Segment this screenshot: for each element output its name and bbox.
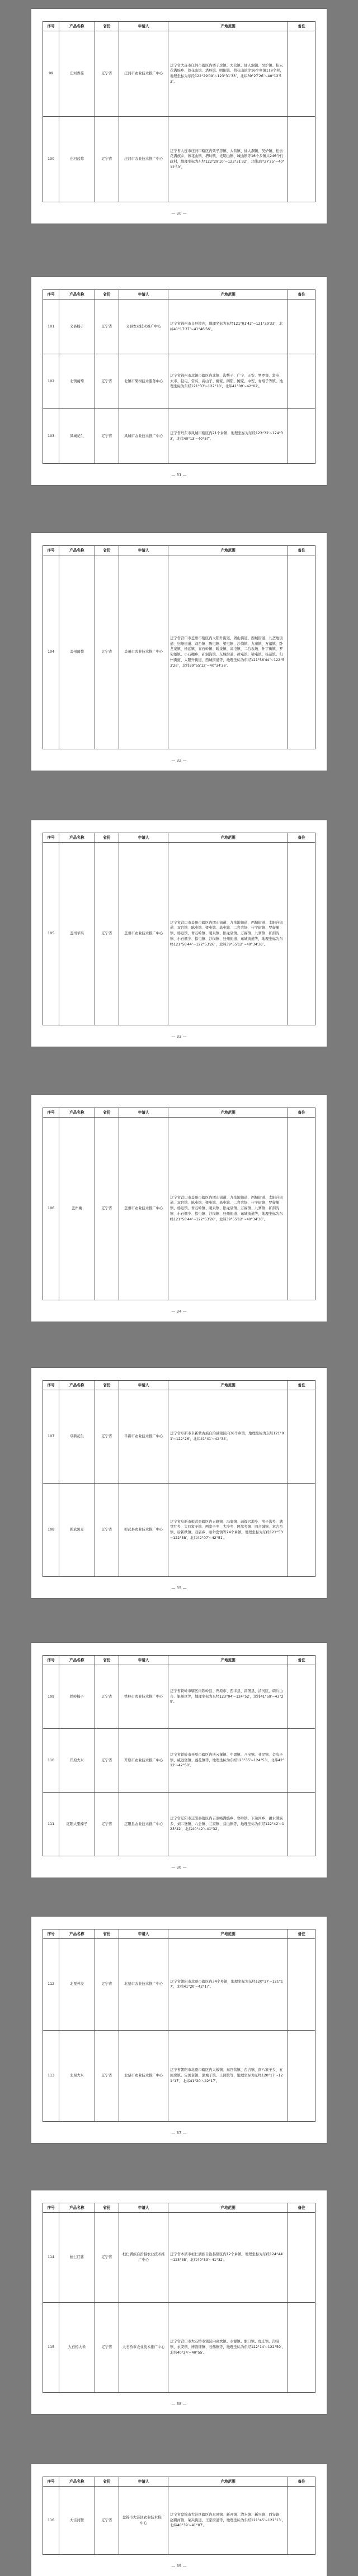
header-note: 备注 [288, 1656, 315, 1665]
header-applicant: 申请人 [119, 2477, 168, 2487]
table-header-row [43, 22, 315, 31]
cell-province: 辽宁省 [95, 2303, 119, 2393]
cell-product-name: 盖州苹果 [59, 843, 95, 1025]
cell-origin-scope: 辽宁省丹东市凤城市辖区内21个乡镇，地理坐标为东经123°32′~124°33′，北纬40°13′~40°57′。 [168, 409, 288, 464]
cell-origin-scope: 辽宁省本溪市桓仁满族自治县辖区内12个乡镇，地理坐标为东经124°44′~125°35′，北纬40°53′~41°32′。 [168, 2213, 288, 2303]
cell-province: 辽宁省 [95, 843, 119, 1025]
page-number: — 30 — [171, 211, 187, 216]
document-page [31, 1917, 327, 2143]
cell-note [288, 1793, 315, 1856]
cell-no: 103 [43, 409, 59, 464]
header-scope: 产地范围 [168, 2203, 288, 2213]
cell-applicant: 北镇市果树技术服务中心 [119, 354, 168, 409]
table-row [43, 1665, 315, 1729]
page-number: — 38 — [171, 2402, 187, 2406]
cell-applicant: 盖州市农业技术推广中心 [119, 555, 168, 749]
cell-product-name: 铁岭榛子 [59, 1665, 95, 1729]
header-name: 产品名称 [59, 2203, 95, 2213]
header-note: 备注 [288, 290, 315, 300]
cell-applicant: 庄河市农业技术推广中心 [119, 31, 168, 117]
cell-no: 107 [43, 1390, 59, 1484]
header-name: 产品名称 [59, 22, 95, 31]
cell-origin-scope: 辽宁省营口市大石桥市辖区内高坎镇、水源镇、旗口镇、虎庄镇、沟沿镇、永安镇、博洛铺镇、石佛镇等，地理坐标为东经122°14′~122°59′，北纬40°24′~40°55′。 [168, 2303, 288, 2393]
cell-province: 辽宁省 [95, 555, 119, 749]
document-page [31, 2190, 327, 2414]
header-scope: 产地范围 [168, 1381, 288, 1390]
header-note: 备注 [288, 546, 315, 555]
cell-product-name: 义县榛子 [59, 300, 95, 354]
cell-no: 113 [43, 2030, 59, 2122]
cell-no: 114 [43, 2213, 59, 2303]
cell-origin-scope: 辽宁省辽阳市辽阳县辖区内吉洞峪满族乡、寒岭镇、下达河乡、甜水满族乡、刘二堡镇、八会镇、兰家镇、首山镇等，地理坐标为东经122°42′~123°42′，北纬40°42′~41°32′。 [168, 1793, 288, 1856]
header-no: 序号 [43, 290, 59, 300]
header-scope: 产地范围 [168, 546, 288, 555]
cell-applicant: 义县农业技术推广中心 [119, 300, 168, 354]
cell-applicant: 彰武县农业技术推广中心 [119, 1484, 168, 1577]
cell-province: 辽宁省 [95, 1729, 119, 1793]
cell-origin-scope: 辽宁省铁岭市开原市辖区内庆云堡镇、中固镇、八宝镇、业民镇、金沟子镇、威远堡镇、莲花镇等，地理坐标为东经123°35′~124°53′，北纬42°12′~42°50′。 [168, 1729, 288, 1793]
cell-note [288, 1484, 315, 1577]
header-province: 省份 [95, 546, 119, 555]
document-page [31, 1643, 327, 1878]
header-name: 产品名称 [59, 546, 95, 555]
cell-origin-scope: 辽宁省盘锦市大洼区辖区内东风镇、新开镇、清水镇、新兴镇、西安镇、赵圈河镇、荣兴街道、王家街道等，地理坐标为东经121°45′~122°13′，北纬40°39′~41°07′。 [168, 2487, 288, 2555]
header-no: 序号 [43, 1108, 59, 1118]
header-scope: 产地范围 [168, 833, 288, 843]
cell-applicant: 凤城市农业技术推广中心 [119, 409, 168, 464]
table-row [43, 843, 315, 1025]
header-name: 产品名称 [59, 1929, 95, 1939]
header-province: 省份 [95, 290, 119, 300]
table-header-row [43, 1656, 315, 1665]
table-row [43, 409, 315, 464]
cell-applicant: 庄河市农业技术推广中心 [119, 117, 168, 202]
cell-applicant: 大石桥市农业技术推广中心 [119, 2303, 168, 2393]
document-page [31, 9, 327, 224]
cell-no: 108 [43, 1484, 59, 1577]
cell-province: 辽宁省 [95, 117, 119, 202]
cell-applicant: 北票市农业技术推广中心 [119, 1939, 168, 2031]
table-header-row [43, 1381, 315, 1390]
cell-product-name: 盖州桃 [59, 1118, 95, 1300]
header-scope: 产地范围 [168, 2477, 288, 2487]
header-no: 序号 [43, 1656, 59, 1665]
cell-origin-scope: 辽宁省大连市庄河市辖区内栗子房镇、大营镇、仙人洞镇、吴炉镇、桂云花满族乡、蓉花山镇、塔岭镇、光明山镇、城山镇等16个乡镇共246个行政村，地理坐标为东经122°29′10″~123°31′32″，北纬39°27′25″~40°12′50″。 [168, 117, 288, 202]
header-note: 备注 [288, 2203, 315, 2213]
cell-origin-scope: 辽宁省营口市盖州市辖区内团山街道、九垄地街道、西城街道、太阳升街道、双台镇、陈屯镇、梁屯镇、高屯镇、二台农场、什字街镇、罗甸堡镇、杨运镇、青石岭镇、暖泉镇、卧龙泉镇、万福镇、九寨镇、矿洞沟镇、小石棚乡、徐屯镇、沙岗镇、归州街道、东城街道等，地理坐标为东经121°56′44″~122°53′26″，北纬39°55′12″~40°34′36″。 [168, 1118, 288, 1300]
cell-note [288, 2487, 315, 2555]
table-row [43, 1390, 315, 1484]
cell-note [288, 2213, 315, 2303]
header-note: 备注 [288, 1108, 315, 1118]
table-row [43, 300, 315, 354]
header-province: 省份 [95, 2203, 119, 2213]
product-table [43, 545, 315, 749]
cell-origin-scope: 辽宁省铁岭市辖区内铁岭县、开原市、西丰县、昌图县、清河区、调兵山市、银州区等，地理坐标为东经123°04′~124°52′，北纬41°59′~43°29′。 [168, 1665, 288, 1729]
cell-province: 辽宁省 [95, 1390, 119, 1484]
header-province: 省份 [95, 1108, 119, 1118]
cell-applicant: 盘锦市大洼区农业技术推广中心 [119, 2487, 168, 2555]
cell-province: 辽宁省 [95, 1484, 119, 1577]
cell-province: 辽宁省 [95, 2213, 119, 2303]
header-applicant: 申请人 [119, 290, 168, 300]
table-row [43, 117, 315, 202]
cell-province: 辽宁省 [95, 31, 119, 117]
header-note: 备注 [288, 22, 315, 31]
table-row [43, 1939, 315, 2031]
cell-product-name: 大石桥大米 [59, 2303, 95, 2393]
product-table [43, 21, 315, 202]
header-province: 省份 [95, 833, 119, 843]
cell-applicant: 桓仁满族自治县农业技术推广中心 [119, 2213, 168, 2303]
product-table [43, 1380, 315, 1577]
cell-province: 辽宁省 [95, 300, 119, 354]
cell-origin-scope: 辽宁省营口市盖州市辖区内太阳升街道、团山街道、西城街道、九垄地街道、归州街道、双台镇、陈屯镇、梁屯镇、沙岗镇、九寨镇、万福镇、卧龙泉镇、杨运镇、青石岭镇、暖泉镇、高屯镇、二台农场、什字街镇、罗甸堡镇、小石棚乡、矿洞沟镇、东城街道、徐屯镇、梁屯镇、杨运镇、归州街道、太阳升街道、西城街道等，地理坐标为东经121°56′44″~122°53′26″，北纬39°55′12″~40°34′36″。 [168, 555, 288, 749]
header-name: 产品名称 [59, 2477, 95, 2487]
cell-note [288, 1390, 315, 1484]
table-header-row [43, 2203, 315, 2213]
header-scope: 产地范围 [168, 1929, 288, 1939]
cell-product-name: 辽阳大果榛子 [59, 1793, 95, 1856]
cell-origin-scope: 辽宁省阜新市彰武县辖区内五峰镇、冯家镇、前福兴地乡、苇子沟乡、满堂红乡、大四家子镇、两家子乡、大冷乡、阿尔乡镇、四合城镇、章古台镇、后新秋镇、双庙乡、哈尔套镇等24个乡镇，地理坐标为东经121°53′~122°58′，北纬42°07′~42°51′。 [168, 1484, 288, 1577]
cell-product-name: 大洼河蟹 [59, 2487, 95, 2555]
document-page [31, 1368, 327, 1598]
cell-note [288, 1665, 315, 1729]
header-applicant: 申请人 [119, 1381, 168, 1390]
document-page [31, 533, 327, 771]
cell-no: 106 [43, 1118, 59, 1300]
page-number: — 32 — [171, 758, 187, 763]
table-row [43, 2213, 315, 2303]
cell-product-name: 盖州葡萄 [59, 555, 95, 749]
cell-origin-scope: 辽宁省锦州市北镇市辖区内北镇、沟帮子、广宁、正安、罗罗堡、富屯、大市、赵屯、常兴、高山子、柳家、闾阳、鲍家、中安、青堆子等镇，地理坐标为东经121°33′~122°10′，北纬41°09′~42°02′。 [168, 354, 288, 409]
cell-no: 99 [43, 31, 59, 117]
cell-province: 辽宁省 [95, 2487, 119, 2555]
cell-no: 100 [43, 117, 59, 202]
document-page [31, 1095, 327, 1322]
header-scope: 产地范围 [168, 290, 288, 300]
header-no: 序号 [43, 1381, 59, 1390]
header-province: 省份 [95, 1656, 119, 1665]
header-no: 序号 [43, 2477, 59, 2487]
cell-province: 辽宁省 [95, 409, 119, 464]
header-note: 备注 [288, 1929, 315, 1939]
cell-province: 辽宁省 [95, 354, 119, 409]
table-row [43, 555, 315, 749]
header-applicant: 申请人 [119, 833, 168, 843]
table-row [43, 2030, 315, 2122]
table-row [43, 2487, 315, 2555]
header-province: 省份 [95, 22, 119, 31]
cell-note [288, 354, 315, 409]
header-province: 省份 [95, 1381, 119, 1390]
header-province: 省份 [95, 2477, 119, 2487]
table-row [43, 1484, 315, 1577]
cell-applicant: 铁岭市农业技术推广中心 [119, 1665, 168, 1729]
cell-product-name: 桓仁红薯 [59, 2213, 95, 2303]
cell-applicant: 盖州市农业技术推广中心 [119, 843, 168, 1025]
header-no: 序号 [43, 833, 59, 843]
table-header-row [43, 546, 315, 555]
page-number: — 35 — [171, 1586, 187, 1590]
cell-note [288, 409, 315, 464]
product-table [43, 1929, 315, 2122]
product-table [43, 833, 315, 1025]
cell-no: 116 [43, 2487, 59, 2555]
table-header-row [43, 290, 315, 300]
cell-province: 辽宁省 [95, 1665, 119, 1729]
cell-product-name: 庄河蓝莓 [59, 117, 95, 202]
cell-no: 102 [43, 354, 59, 409]
table-header-row [43, 833, 315, 843]
header-note: 备注 [288, 833, 315, 843]
cell-note [288, 2303, 315, 2393]
table-header-row [43, 1929, 315, 1939]
table-row [43, 31, 315, 117]
cell-note [288, 1939, 315, 2031]
cell-applicant: 北票市农业技术推广中心 [119, 2030, 168, 2122]
cell-no: 110 [43, 1729, 59, 1793]
header-no: 序号 [43, 546, 59, 555]
table-row [43, 354, 315, 409]
table-header-row [43, 1108, 315, 1118]
cell-product-name: 凤城花生 [59, 409, 95, 464]
cell-no: 101 [43, 300, 59, 354]
cell-applicant: 辽阳县农业技术推广中心 [119, 1793, 168, 1856]
cell-no: 115 [43, 2303, 59, 2393]
product-table [43, 1108, 315, 1300]
header-applicant: 申请人 [119, 546, 168, 555]
cell-no: 104 [43, 555, 59, 749]
page-number: — 34 — [171, 1309, 187, 1314]
cell-product-name: 北镇葡萄 [59, 354, 95, 409]
cell-product-name: 北票大米 [59, 2030, 95, 2122]
document-page [31, 2464, 327, 2576]
cell-note [288, 31, 315, 117]
page-number: — 31 — [171, 473, 187, 477]
cell-origin-scope: 辽宁省营口市盖州市辖区内团山街道、九垄地街道、西城街道、太阳升街道、双台镇、陈屯镇、梁屯镇、高屯镇、二台农场、什字街镇、罗甸堡镇、杨运镇、青石岭镇、暖泉镇、卧龙泉镇、万福镇、九寨镇、矿洞沟镇、小石棚乡、徐屯镇、沙岗镇、归州街道、东城街道等，地理坐标为东经121°56′44″~122°53′26″，北纬39°55′12″~40°34′36″。 [168, 843, 288, 1025]
cell-product-name: 阜新花生 [59, 1390, 95, 1484]
header-note: 备注 [288, 1381, 315, 1390]
page-number: — 36 — [171, 1865, 187, 1870]
cell-province: 辽宁省 [95, 1793, 119, 1856]
cell-province: 辽宁省 [95, 1118, 119, 1300]
cell-no: 105 [43, 843, 59, 1025]
page-number: — 33 — [171, 1034, 187, 1039]
header-applicant: 申请人 [119, 2203, 168, 2213]
cell-origin-scope: 辽宁省阜新市阜新蒙古族自治县辖区内36个乡镇，地理坐标为东经121°01′~122°26′，北纬41°41′~42°34′。 [168, 1390, 288, 1484]
cell-origin-scope: 辽宁省朝阳市北票市辖区内大板镇、东官营镇、台吉镇、南八家子乡、五间房镇、宝国老镇、黑城子镇、上园镇等，地理坐标为东经120°17′~121°17′，北纬41°20′~42°17′。 [168, 2030, 288, 2122]
cell-product-name: 北票荞麦 [59, 1939, 95, 2031]
table-row [43, 2303, 315, 2393]
cell-origin-scope: 辽宁省锦州市义县境内，地理坐标为东经121°01′42″~121°39′33″，北纬41°17′37″~41°46′56″。 [168, 300, 288, 354]
cell-origin-scope: 辽宁省大连市庄河市辖区内栗子房镇、大营镇、仙人洞镇、吴炉镇、桂云花满族乡、蓉花山镇、塔岭镇、明阳镇、荷花山镇等16个乡镇119个村，地理坐标为东经122°29′09″~123°31′33″，北纬39°27′26″~40°12′53″。 [168, 31, 288, 117]
header-scope: 产地范围 [168, 22, 288, 31]
header-name: 产品名称 [59, 290, 95, 300]
product-table [43, 289, 315, 464]
cell-note [288, 1729, 315, 1793]
product-table [43, 2203, 315, 2393]
cell-note [288, 843, 315, 1025]
header-name: 产品名称 [59, 1381, 95, 1390]
header-no: 序号 [43, 2203, 59, 2213]
header-applicant: 申请人 [119, 1656, 168, 1665]
cell-note [288, 1118, 315, 1300]
product-table [43, 2477, 315, 2555]
cell-product-name: 开原大米 [59, 1729, 95, 1793]
document-page [31, 277, 327, 485]
table-row [43, 1729, 315, 1793]
cell-note [288, 117, 315, 202]
header-applicant: 申请人 [119, 1108, 168, 1118]
cell-province: 辽宁省 [95, 2030, 119, 2122]
cell-no: 109 [43, 1665, 59, 1729]
cell-product-name: 庄河香菇 [59, 31, 95, 117]
header-name: 产品名称 [59, 833, 95, 843]
header-no: 序号 [43, 1929, 59, 1939]
header-note: 备注 [288, 2477, 315, 2487]
header-name: 产品名称 [59, 1108, 95, 1118]
header-province: 省份 [95, 1929, 119, 1939]
header-scope: 产地范围 [168, 1656, 288, 1665]
cell-province: 辽宁省 [95, 1939, 119, 2031]
table-row [43, 1118, 315, 1300]
header-name: 产品名称 [59, 1656, 95, 1665]
header-applicant: 申请人 [119, 22, 168, 31]
page-number: — 37 — [171, 2131, 187, 2135]
cell-note [288, 555, 315, 749]
cell-applicant: 阜新市农业技术推广中心 [119, 1390, 168, 1484]
header-applicant: 申请人 [119, 1929, 168, 1939]
cell-note [288, 300, 315, 354]
cell-applicant: 盖州市农业技术推广中心 [119, 1118, 168, 1300]
header-no: 序号 [43, 22, 59, 31]
cell-product-name: 彰武黑豆 [59, 1484, 95, 1577]
product-table [43, 1655, 315, 1856]
cell-no: 111 [43, 1793, 59, 1856]
cell-no: 112 [43, 1939, 59, 2031]
cell-applicant: 开原市农业技术推广中心 [119, 1729, 168, 1793]
cell-note [288, 2030, 315, 2122]
page-number: — 39 — [171, 2564, 187, 2568]
document-page [31, 820, 327, 1047]
table-row [43, 1793, 315, 1856]
header-scope: 产地范围 [168, 1108, 288, 1118]
table-header-row [43, 2477, 315, 2487]
cell-origin-scope: 辽宁省朝阳市北票市辖区内34个乡镇，地理坐标为东经120°17′~121°17′，北纬41°20′~42°17′。 [168, 1939, 288, 2031]
